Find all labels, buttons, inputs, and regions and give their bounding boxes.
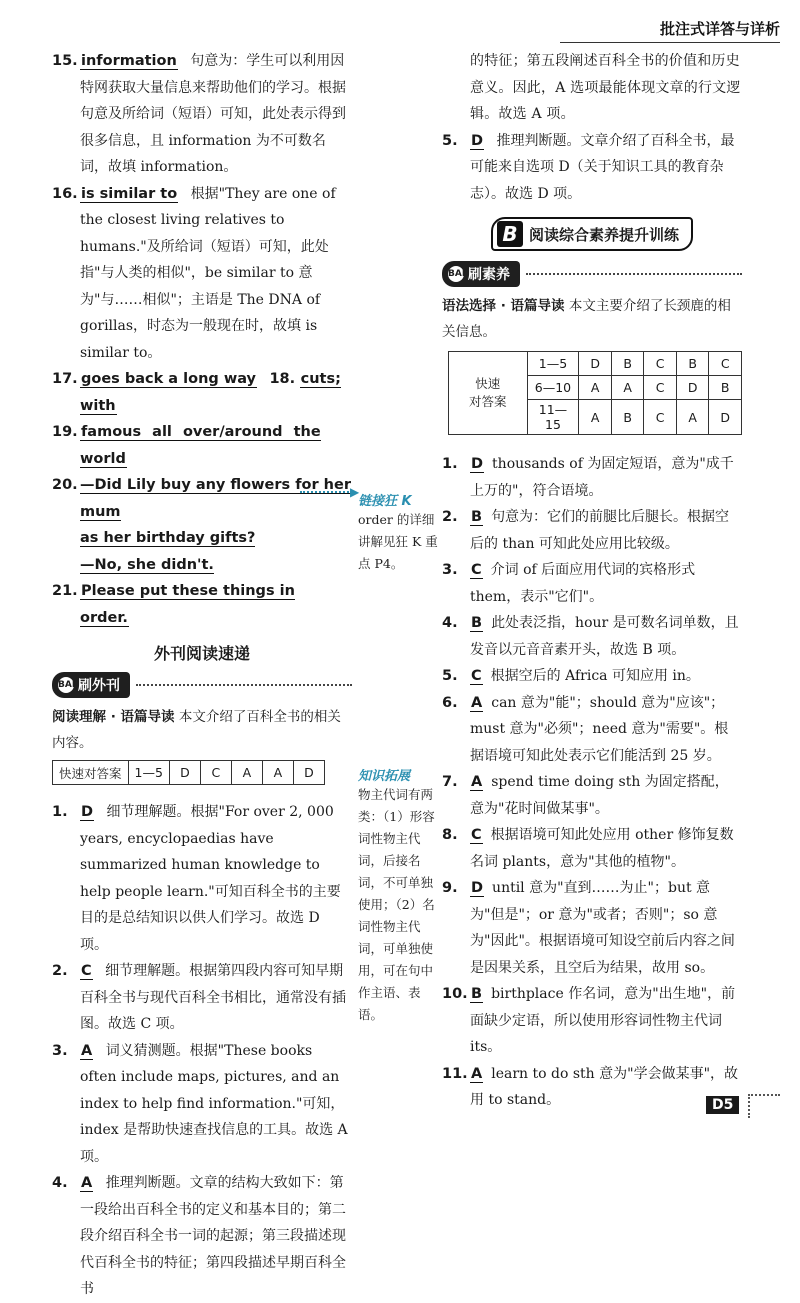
item-number: 19. xyxy=(52,424,78,440)
answer-item xyxy=(442,128,742,208)
section-tag xyxy=(52,672,130,698)
item-answer: A xyxy=(471,1065,483,1082)
quick-answer-cell: A xyxy=(611,376,643,400)
item-answer: goes back a long way xyxy=(81,371,257,387)
item-explanation: 句意为：它们的前腿比后腿长。根据空后的 than 可知此处应用比较级。 xyxy=(470,509,730,552)
quick-answer-table xyxy=(52,760,325,785)
answer-item-20 xyxy=(52,472,352,578)
answer-item xyxy=(442,663,742,690)
item-answer: B xyxy=(471,615,483,631)
tag-badge-icon: BAI xyxy=(448,266,464,282)
quick-answer-cell: B xyxy=(709,376,742,400)
item-number: 5. xyxy=(442,668,458,684)
side-note-title: 知识拓展 xyxy=(358,769,411,784)
item-answer-line: —Did Lily buy any flowers for her mum xyxy=(80,477,351,520)
continued-text: 的特征；第五段阐述百科全书的价值和历史意义。因此，A 选项最能体现文章的行文逻辑。故选 A 项。 xyxy=(470,53,741,122)
page-header-title: 批注式详答与详析 xyxy=(659,20,780,38)
item-answer: D xyxy=(471,456,484,472)
item-explanation: spend time doing sth 为固定搭配，意为"花时间做某事"。 xyxy=(470,774,729,817)
quick-answer-cell: A xyxy=(579,376,612,400)
item-number: 7. xyxy=(442,774,458,790)
item-answer: D xyxy=(471,880,484,896)
quick-answer-cell: D xyxy=(676,376,709,400)
section-tag xyxy=(442,261,520,287)
tag-row xyxy=(52,672,352,698)
quick-answer-cell: C xyxy=(709,352,742,376)
item-explanation: 细节理解题。根据第四段内容可知早期百科全书与现代百科全书相比，通常没有插图。故选 C 项。 xyxy=(80,963,346,1032)
answer-item xyxy=(52,958,352,1038)
grammar-answer-list xyxy=(442,451,742,1114)
quick-answer-cell: C xyxy=(644,352,676,376)
quick-answer-cell: B xyxy=(611,352,643,376)
item-explanation: learn to do sth 意为"学会做某事"，故用 to stand。 xyxy=(470,1065,739,1108)
side-note-text: 物主代词有两类：（1）形容词性物主代词，后接名词，不可单独使用；（2）名词性物主代词，可单独使用，可在句中作主语、表语。 xyxy=(358,787,435,1022)
answer-item xyxy=(442,822,742,875)
tag-label: 刷外刊 xyxy=(78,678,120,694)
item-number: 3. xyxy=(442,562,458,578)
item-number: 4. xyxy=(52,1175,68,1191)
answer-item xyxy=(442,557,742,610)
item-explanation: thousands of 为固定短语，意为"成千上万的"，符合语境。 xyxy=(470,456,734,499)
item-answer: D xyxy=(471,132,484,149)
item-number: 6. xyxy=(442,694,458,711)
guide-text: 本文主要介绍了长颈鹿的相关信息。 xyxy=(442,298,731,340)
item-explanation: 推理判断题。文章的结构大致如下：第一段给出百科全书的定义和基本目的；第二段介绍百科全书一词的起源；第三段描述现代百科全书的特征；第四段描述早期百科全书 xyxy=(80,1175,346,1297)
item-answer: B xyxy=(471,509,483,525)
quick-answer-label-line: 快速 xyxy=(475,376,501,391)
item-answer: A xyxy=(471,694,483,711)
answer-item xyxy=(442,610,742,663)
quick-answer-cell: D xyxy=(579,352,612,376)
quick-answer-label xyxy=(449,352,528,435)
section-banner xyxy=(442,217,742,251)
answer-item xyxy=(442,875,742,981)
quick-answer-cell: C xyxy=(644,400,676,435)
quick-answer-cell: D xyxy=(709,400,742,435)
item-explanation: 细节理解题。根据"For over 2, 000 years, encyclopaedias have summarized human knowledge to help people learn."可知百科全书的主要目的是总结知识以供人们学习。故选 D 项。 xyxy=(80,804,341,953)
item-number: 8. xyxy=(442,827,458,843)
item-number: 3. xyxy=(52,1042,68,1059)
answer-item-19 xyxy=(52,419,352,472)
item-answer: information xyxy=(81,53,177,69)
quick-answer-cell: A xyxy=(231,761,262,785)
dotted-divider xyxy=(136,684,352,686)
item-number: 21. xyxy=(52,583,78,599)
connector-line xyxy=(300,491,352,493)
item-explanation: 根据空后的 Africa 可知应用 in。 xyxy=(490,668,700,684)
reading-guide xyxy=(52,704,352,756)
quick-answer-label-line: 对答案 xyxy=(468,394,507,409)
item-explanation: 此处表泛指，hour 是可数名词单数，且发音以元音音素开头，故选 B 项。 xyxy=(470,615,739,658)
side-notes xyxy=(358,490,438,1026)
item-number: 17. xyxy=(52,371,78,387)
answer-item-16 xyxy=(52,181,352,367)
quick-answer-cell: B xyxy=(676,352,709,376)
item-explanation: 根据语境可知此处应用 other 修饰复数名词 plants，意为"其他的植物"。 xyxy=(470,827,734,870)
quick-answer-range: 6—10 xyxy=(527,376,579,400)
item-explanation: until 意为"直到……为止"；but 意为"但是"；or 意为"或者；否则"；so 意为"因此"。根据语境可知设空前后内容之间是因果关系，且空后为结果，故用 so。 xyxy=(470,880,735,976)
quick-answer-cell: A xyxy=(262,761,293,785)
item-answer: Please put these things in order. xyxy=(80,583,295,626)
answer-item xyxy=(52,799,352,958)
item-explanation: 词义猜测题。根据"These books often include maps, pictures, and an index to help find information."可知，index 是帮助快速查找信息的工具。故选 A 项。 xyxy=(80,1042,348,1165)
answer-item-15 xyxy=(52,48,352,181)
answer-item xyxy=(52,1038,352,1171)
item-answer: cuts; with xyxy=(80,371,341,414)
item-answer: C xyxy=(471,562,482,578)
banner-letter: B xyxy=(497,221,523,247)
item-explanation: 推理判断题。文章介绍了百科全书，最可能来自选项 D（关于知识工具的教育杂志）。故选 D 项。 xyxy=(470,132,735,202)
item-answer: D xyxy=(81,804,94,820)
quick-answer-label: 快速对答案 xyxy=(53,761,129,785)
item-answer: B xyxy=(471,986,483,1002)
item-answer: A xyxy=(81,1042,93,1059)
guide-label: 语法选择 · 语篇导读 xyxy=(442,298,565,314)
banner-title: 阅读综合素养提升训练 xyxy=(528,225,679,244)
item-number: 9. xyxy=(442,880,458,896)
item-number: 15. xyxy=(52,53,78,69)
tag-badge-icon: BAI xyxy=(58,677,74,693)
answer-item-17-18 xyxy=(52,366,352,419)
item-number: 5. xyxy=(442,132,458,149)
arrow-right-icon: ▶ xyxy=(350,485,360,499)
quick-answer-cell: C xyxy=(200,761,231,785)
left-column xyxy=(52,48,352,1303)
item-answer: famous all over/around the world xyxy=(80,424,321,467)
quick-answer-range: 1—5 xyxy=(128,761,169,785)
reading-guide xyxy=(442,293,742,345)
item-number: 20. xyxy=(52,477,78,493)
item-answer-line: —No, she didn't. xyxy=(80,556,214,573)
item-number: 4. xyxy=(442,615,458,631)
quick-answer-cell: A xyxy=(579,400,612,435)
item-number: 1. xyxy=(442,456,458,472)
dotted-divider xyxy=(526,273,742,275)
answer-item xyxy=(442,504,742,557)
quick-answer-range: 1—5 xyxy=(527,352,579,376)
item-answer-line: as her birthday gifts? xyxy=(80,530,256,546)
item-number: 16. xyxy=(52,185,78,202)
item-answer: A xyxy=(471,774,483,790)
item-number: 2. xyxy=(52,963,68,979)
item-answer: A xyxy=(81,1175,93,1191)
item-answer: C xyxy=(81,963,92,979)
guide-text: 本文介绍了百科全书的相关内容。 xyxy=(52,709,341,751)
side-note-text: order 的详细讲解见狂 K 重点 P4。 xyxy=(358,512,438,571)
tag-row xyxy=(442,261,742,287)
quick-answer-cell: B xyxy=(611,400,643,435)
side-note-title: 链接狂 K xyxy=(358,494,412,509)
corner-decoration xyxy=(748,1094,780,1118)
item-number: 11. xyxy=(442,1065,468,1082)
quick-answer-range: 11—15 xyxy=(527,400,579,435)
banner-box xyxy=(491,217,693,251)
item-number: 1. xyxy=(52,804,68,820)
item-explanation: 句意为：学生可以利用因特网获取大量信息来帮助他们的学习。根据句意及所给词（短语）可知，此处表示得到很多信息，且 information 为不可数名词，故填 information。 xyxy=(80,53,346,175)
quick-answer-cell: D xyxy=(169,761,200,785)
item-number: 18. xyxy=(269,371,296,387)
item-explanation: 介词 of 后面应用代词的宾格形式 them，表示"它们"。 xyxy=(470,562,696,605)
item-explanation: birthplace 作名词，意为"出生地"，前面缺少定语，所以使用形容词性物主代词 its。 xyxy=(470,986,736,1055)
item-number: 10. xyxy=(442,986,468,1002)
right-column xyxy=(442,48,742,1114)
item-number: 2. xyxy=(442,509,458,525)
guide-label: 阅读理解 · 语篇导读 xyxy=(52,709,175,725)
answer-item xyxy=(442,981,742,1061)
item-answer: C xyxy=(471,668,482,684)
item-answer: C xyxy=(471,827,482,843)
answer-item-21 xyxy=(52,578,352,631)
answer-item xyxy=(442,451,742,504)
item-explanation: can 意为"能"；should 意为"应该"；must 意为"必须"；need 意为"需要"。根据语境可知此处表示它们能活到 25 岁。 xyxy=(470,694,729,764)
quick-answer-cell: C xyxy=(644,376,676,400)
quick-answer-table xyxy=(448,351,742,435)
page-number: D5 xyxy=(706,1096,739,1114)
header-divider xyxy=(560,42,780,43)
item-answer: is similar to xyxy=(81,185,178,202)
answer-item xyxy=(442,769,742,822)
section-title: 外刊阅读速递 xyxy=(153,644,250,663)
item-explanation: 根据"They are one of the closest living relatives to humans."及所给词（短语）可知，此处指"与人类的相似"，be similar to 意为"与……相似"；主语是 The DNA of gorillas，时态为一般现在时，故填 is similar to。 xyxy=(80,185,336,361)
answer-item xyxy=(442,690,742,770)
answer-item xyxy=(52,1170,352,1303)
quick-answer-cell: A xyxy=(676,400,709,435)
quick-answer-cell: D xyxy=(293,761,324,785)
answer-item xyxy=(442,1061,742,1114)
tag-label: 刷素养 xyxy=(468,267,510,283)
